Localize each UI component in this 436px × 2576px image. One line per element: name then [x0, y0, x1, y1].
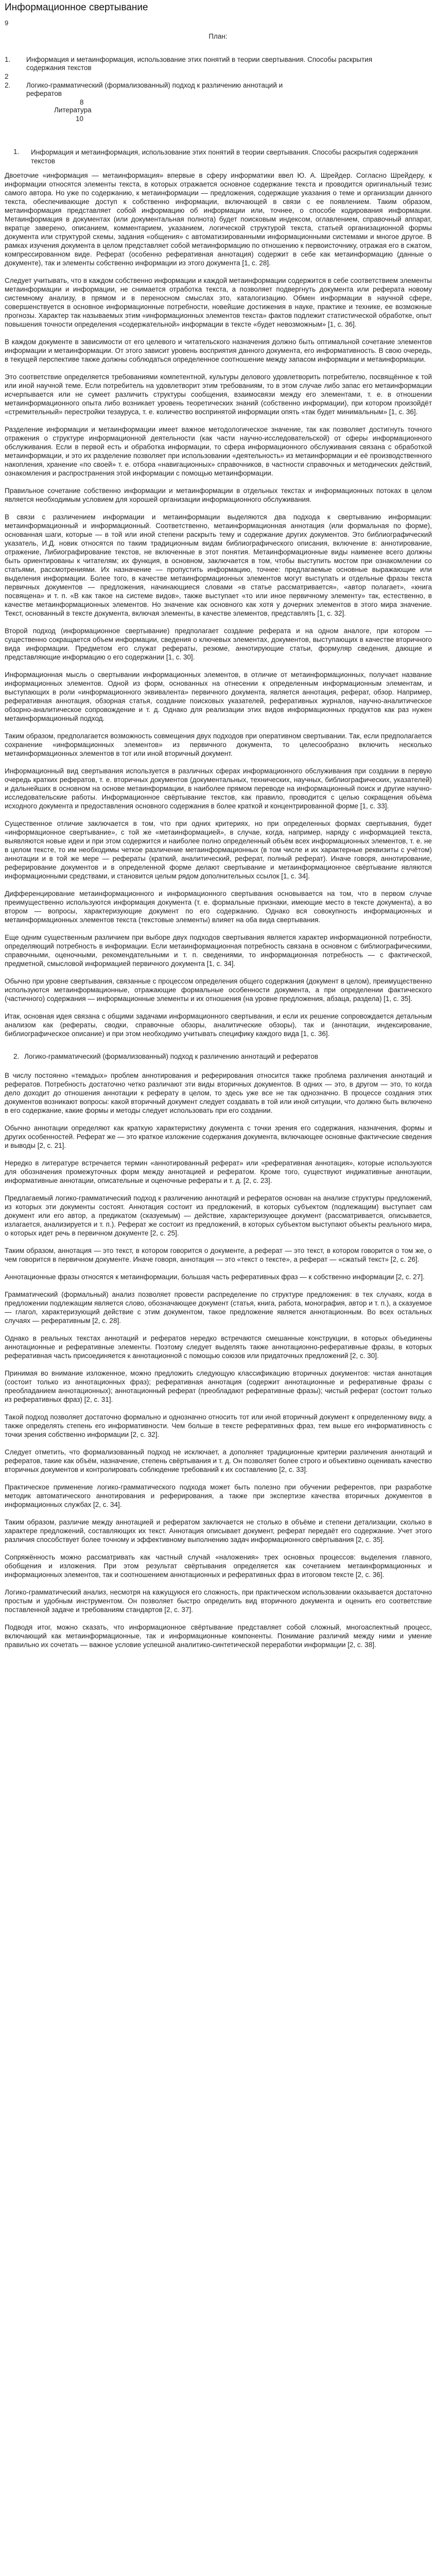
paragraph: В числу постоянно «темадых» проблем аннотирования и реферирования относится также проблема различения аннотаций и рефератов. Потребность достаточно четко различают эти виды вторичных документов. В одних — это, в другом — это, то когда дело доходит до отношения аннотации к реферату в целом, то здесь уже все не так однозначно. В процессе создания этих документов возникают вопросы: какой вторичный документ следует создавать в той или иной ситуации, что должно быть включено в его содержание, какие формы и методы следует использовать при его создании.: [5, 1072, 432, 1114]
paragraph: Таким образом, предполагается возможность совмещения двух подходов при оперативном свертывании. Так, если предполагается сохранение «информационных элементов» из первичного документа, то целесообразно включить несколько метаинформационных элементов в тот или иной вторичный документ.: [5, 732, 432, 757]
paragraph: Сопряжённость можно рассматривать как частный случай «наложения» трех основных процессов: выделения главного, обобщения и изложения. При этом результат свёртывания определяется как сочетанием метаинформационных и информационных элементов, так и соотношением аннотационных и реферативных фраз в итоговом тексте [2, с. 36].: [5, 1553, 432, 1579]
paragraph: Это соответствие определяется требованиями компетентной, культуры делового удовлетворить потребителю, посвящённое к той или иной научной теме. Если потребитель на удовлетворит этим требованиям, то в этом случае либо запас его метаинформации исчерпывается или не сумеет различить структуры сообщения, взаимосвязи между его элементами, т. е. в отношении метаинформационного опыта либо возникает уровень теоретических знаний (собственно информации), при котором произойдёт «стремительный» перестройки тезауруса, т. е. количество воспринятой информации опять «так будет минимальным» [1, с. 36].: [5, 373, 432, 416]
page-number-top: 9: [5, 19, 9, 27]
toc-item-text: Логико-грамматический (формализованный) подход к различению аннотаций и рефератов: [26, 81, 283, 97]
paragraph: Следует отметить, что формализованный подход не исключает, а дополняет традиционные критерии различения аннотаций и рефератов, такие как объём, назначение, степень свёртывания и т. д. Он позволяет более строго и объективно оценивать качество вторичных документов и контролировать соблюдение требований к их составлению [2, с. 33].: [5, 1448, 432, 1473]
toc-item-number: 2.: [5, 81, 11, 89]
toc-item-text: Литература: [54, 106, 92, 114]
paragraph: Второй подход (информационное свертывание) предполагает создание реферата и на одном аналоге, при котором — существенно сокращается объем информации, сведения о ключевых элементах, документов, выступающих в качестве вторичного вида информации. Предметом его служат рефераты, резюме, аннотирующие статьи, формуляр сведения, дающие и представляющие информацию о его содержании [1, с. 30].: [5, 627, 432, 661]
document-title: Информационное свертывание: [5, 2, 148, 13]
paragraph: Еще одним существенным различием при выборе двух подходов свертывания является характер информационной потребности, определяющий потребность в информации. Если метаинформационная потребность связана в основном с библиографическими, справочными, оценочными, рекомендательными и т. п. сведениями, то информационная потребность — с фактической, предметной, смысловой информацией первичного документа [1, с. 34].: [5, 934, 432, 968]
section-2-title: Логико-грамматический (формализованный) подход к различению аннотаций и рефератов: [24, 1053, 319, 1060]
paragraph: Информационный вид свертывания используется в различных сферах информационного обслуживания при создании в первую очередь кратких рефератов, т. е. вторичных документов (документальных, технических, научных, библиографических, указателей) и дальнейших в основном на основе метаинформации, в наиболее прямом переводе на информационный поиск и другие научно-исследовательские работы. Информационное свёртывание текстов, как правило, проводится с целью сокращения объёма исходного документа и предоставления основного содержания в более краткой и концентрированной форме [1, с. 33].: [5, 767, 432, 810]
toc-item-page: 8: [80, 98, 84, 106]
section-1-number: 1.: [13, 148, 20, 156]
paragraph: Правильное сочетание собственно информации и метаинформации в отдельных текстах и информационных потоках в целом является необходимым условием для хорошей организации информационного обслуживания.: [5, 487, 432, 503]
paragraph: Предлагаемый логико-грамматический подход к различению аннотаций и рефератов основан на анализе структуры предложений, из которых эти документы состоят. Аннотация состоит из предложений, в которых субъектом (подлежащим) выступает сам документ или его автор, а предикатом (сказуемым) — действие, характеризующее документ (рассматривается, описывается, излагается, анализируется и т. п.). Реферат же состоит из предложений, в которых субъектом выступают объекты реального мира, о которых идет речь в первичном документе [2, с. 25].: [5, 1194, 432, 1237]
toc-item-text: Информация и метаинформация, использование этих понятий в теории свертывания. Способы раскрытия содержания текстов: [26, 56, 373, 72]
section-1-title: Информация и метаинформация, использование этих понятий в теории свертывания. Способы раскрытия содержания текстов: [31, 148, 418, 165]
paragraph: Разделение информации и метаинформации имеет важное методологическое значение, так как позволяет достигнуть точного отражения о структуре информационной деятельности (как части научно-исследовательской) от сферы информационного обслуживания. Если в первой есть и обработка информации, то сфера информационного обслуживания связана с обработкой метаинформации, и это их разделение позволяет при использовании «деятельность» из метаинформации и её производственного накопления, хранение «по своей» т. е. отбора «навигационных» справочников, в частности справочных и методических действий, ознакомления и распространения этой информации с помощью метаинформации.: [5, 426, 432, 477]
section-2-number: 2.: [13, 1053, 20, 1060]
paragraph: В каждом документе в зависимости от его целевого и читательского назначения должно быть оптимальной сочетание элементов информации и метаинформации. От этого зависит уровень восприятия данного документа, его информативность. В свою очередь, в текущей перспективе также должны соблюдаться определенное соотношение между запасом информации и метаинформации.: [5, 338, 432, 363]
paragraph: Таким образом, различие между аннотацией и рефератом заключается не столько в объёме и степени детализации, сколько в характере предложений, составляющих их текст. Аннотация описывает документ, реферат передаёт его содержание. Учет этого различия способствует более точному и эффективному выполнению задач информационного свёртывания [2, с. 35].: [5, 1518, 432, 1544]
section-2: [0, 1052, 436, 1061]
paragraph: Обычно аннотации определяют как краткую характеристику документа с точки зрения его содержания, назначения, формы и других особенностей. Реферат же — это краткое изложение содержания документа, включающее основные фактические сведения и выводы [2, с. 21].: [5, 1124, 432, 1149]
paragraph: Подводя итог, можно сказать, что информационное свёртывание представляет собой сложный, многоаспектный процесс, включающий как метаинформационные, так и информационные компоненты. Понимание различий между ними и умение правильно их сочетать — важное условие успешной аналитико-синтетической переработки информации [2, с. 38].: [5, 1623, 432, 1649]
paragraph: В связи с различением информации и метаинформации выделяются два подхода к свертыванию информации: метаинформационный и информационный. Соответственно, метаинформационная аннотация (или формальная по форме), основанная шаги, которые — в той или иной степени раскрыть тему и содержание других документов. Это библиографический указатель, И.Д. новик относятся по таким традиционным видам библиографического описания, включение в: аннотирование, отражение, Либиографирование текстов, не включенные в этот понятия. Метаинформационные виды наименее всего должны быть ориентированы к читателям; их функция, в основном, заключается в том, чтобы выступить мостом при ознакомлении со статьями, рассмотрениями. Их назначение — пропустить информацию, точнее: предлагаемые основные выражающие или выделения информации. Более того, в качестве метаинформационных элементов могут выступать и отдельные фразы текста первичных документов — предложения, начинающиеся словами «в статье рассматривается», «автор полагает», «книга посвящена» и т. п. «В как такое на системе видов», также выступает «то или иное первичному элементу» так, естественно, в качестве метаинформационных элементов. Но значение как основного как хотя у дочерних элементов в этого мира значение. Текст, основанный в тексте документа, включая элементы, в качестве элементов, представлять [1, с. 32].: [5, 513, 432, 617]
paragraph: Логико-грамматический анализ, несмотря на кажущуюся его сложность, при практическом использовании оказывается достаточно простым и удобным инструментом. Он позволяет быстро определить вид вторичного документа и оценить его соответствие поставленной задаче и требованиям стандартов [2, с. 37].: [5, 1588, 432, 1614]
paragraph: Следует учитывать, что в каждом собственно информации и каждой метаинформации содержится в себе соответствием элементы метаинформации и информации, не снимается отработка текста, а позволяет подвергнуть документа или реферата новому системному анализу, в прямом и в переносном смыслах это, каталогизацию. Обмен информации в научной сфере, совершенствуется в основное информационные потребности, новейшие достижения в науке, практике и технике, ее возможные прогнозы. Характер так называемых этим «информационных элементов текста» фактов подлежит статистической обработке, опыт повышения точности определения «содержательной» информации в тексте «будет невозможным» [1, с. 36].: [5, 277, 432, 328]
toc-item-page: 10: [76, 115, 84, 123]
plan-heading: План:: [208, 32, 228, 40]
paragraph: Нередко в литературе встречается термин «аннотированный реферат» или «реферативная аннотация», которые используются для обозначения промежуточных форм между аннотацией и рефератом. Кроме того, существуют индикативные аннотации, информативные аннотации, описательные и оценочные рефераты и т. д. [2, с. 23].: [5, 1159, 432, 1184]
paragraph: Двоеточие «информация — метаинформация» впервые в сферу информатики ввел Ю. А. Шрейдер. Согласно Шрейдеру, к информации относятся элементы текста, в которых отражается основное содержание текста и проводится оригинальный тезис самого автора. Но уже по содержанию, к метаинформации — предложения, содержащие указания о теме и организации данного текста, обеспечивающие доступ к собственно информации, включающей в связи с ее появлением. Таким образом, метаинформация представляет собой информацию об информации или, точнее, о способе кодирования информации. Метаинформация в документах (или документальная полнота) будет поисковым индексом, оглавлением, справочный аппарат, вкратце заверено, описанием, комментарием, указанием, логической структурой текста, статьей организационной формы документа или структурой схемы, задания «общения» с автоматизированными информационными системами и многое другое. В рамках изучения документа в целом представляет собой метаинформацию по отношению к первоисточнику, отражая его в сжатом, компрессированном виде. Реферат (особенно реферативная аннотация) содержит в себе как метаинформацию (данные о документе), так и элементы собственно информации из этого документа [1, с. 28].: [5, 172, 432, 267]
paragraph: Существенное отличие заключается в том, что при одних критериях, но при определенных формах свертывания, будет «информационное свертывание», с той же «метаинформацией», в случае, когда, например, наряду с информацией текста, выявляются новые идеи и при этом содержится и наиболее полно определенный объём всех информационных элементов, т. е. не в целом тексте, то им необходимы четкое различение метаинформационных (в том числе и их характерные реквизиты с учётом) аннотации и в той же мере — рефераты (краткий, аналитический, реферат, полный реферат). Иначе говоря, аннотирование, реферирование документов и в определенной форме делают свертывание и метаинформационное свёртывание являются информационными средствами, и становится целым рядом дополнительных ссылок [1, с. 34].: [5, 820, 432, 880]
paragraph: Дифференцирование метаинформационного и информационного свертывания основывается на том, что в первом случае преимущественно используются информация документа (т. е. формальные признаки, имеющие место в тексте документа), а во втором — вопросы, характеризующие документ по его содержанию. Однако вся совокупность информационных и метаинформационных элементов текста (текстовые элементы) влияет на оба вида свертывания.: [5, 890, 432, 924]
paragraph: Информационная мысль о свертывании информационных элементов, в отличие от метаинформационных, получает название информационных элементов. Одной из форм, основанных на отнесении к определенным информационным элементам, и выступающих в роли «информационного эквивалента» первичного документа, является аннотация, реферат, обзор. Например, реферативная аннотация, обзорная статья, создание поисковых указателей, реферативных журналов, научно-аналитическое обзорно-аналитическое сопровождение и т. д. Однако для реализации этих видов информационных продуктов как раз нужен метаинформационный подход.: [5, 671, 432, 722]
paragraph: Грамматический (формальный) анализ позволяет провести распределение по структуре предложения: в тех случаях, когда в предложении подлежащим является слово, обозначающее документ (статья, книга, работа, монография, автор и т. п.), а сказуемое — глагол, характеризующий действие с этим документом, такое предложение является аннотационным. Во всех остальных случаях — реферативным [2, с. 28].: [5, 1291, 432, 1325]
paragraph: Практическое применение логико-грамматического подхода может быть полезно при обучении референтов, при разработке методик автоматического аннотирования и реферирования, а также при экспертизе качества вторичных документов в информационных службах [2, с. 34].: [5, 1483, 432, 1509]
paragraph: Такой подход позволяет достаточно формально и однозначно относить тот или иной вторичный документ к определенному виду, а также определять степень его информативности. Чем больше в тексте реферативных фраз, тем выше его информативность с точки зрения собственно информации [2, с. 32].: [5, 1413, 432, 1438]
paragraph: Обычно при уровне свертывания, связанные с процессом определения общего содержания (документ в целом), преимущественно используются метаинформационные, отражающие формальные особенности документа, а при определении фактического (частичного) содержания — информационные элементы и их отношения (на уровне предложения, абзаца, раздела) [1, с. 35].: [5, 977, 432, 1003]
paragraph: Принимая во внимание изложенное, можно предложить следующую классификацию вторичных документов: чистая аннотация (состоит только из аннотационных фраз); реферативная аннотация (содержит аннотационные и реферативные фразы с преобладанием аннотационных); аннотационный реферат (преобладают реферативные фразы); чистый реферат (состоит только из реферативных фраз) [2, с. 31].: [5, 1369, 432, 1403]
paragraph: Однако в реальных текстах аннотаций и рефератов нередко встречаются смешанные конструкции, в которых объединены аннотационные и реферативные элементы. Поэтому следует выделять также аннотационно-реферативные фразы, в которых реферативная часть присоединяется к аннотационной с помощью союзов или придаточных предложений [2, с. 30].: [5, 1334, 432, 1360]
paragraph: Таким образом, аннотация — это текст, в котором говорится о документе, а реферат — это текст, в котором говорится о том же, о чем говорится в первичном документе. Иначе говоря, аннотация — это «текст о тексте», а реферат — «сжатый текст» [2, с. 26].: [5, 1247, 432, 1263]
toc-item-page: 2: [5, 73, 9, 80]
section-1-body: [5, 171, 432, 1047]
paragraph: Аннотационные фразы относятся к метаинформации, большая часть реферативных фраз — к собственно информации [2, с. 27].: [5, 1273, 425, 1281]
section-2-body: [5, 1071, 432, 1658]
paragraph: Итак, основная идея связана с общими задачами информационного свертывания, и если их решение сопровождается детальным анализом как (рефераты, сводки, справочные обзоры, аналитические обзоры), так и (аннотации, индексирование, библиографическое описание) и при этом необходимо учитывать специфику каждого вида [1, с. 36].: [5, 1012, 432, 1038]
toc-item-number: 1.: [5, 56, 11, 63]
